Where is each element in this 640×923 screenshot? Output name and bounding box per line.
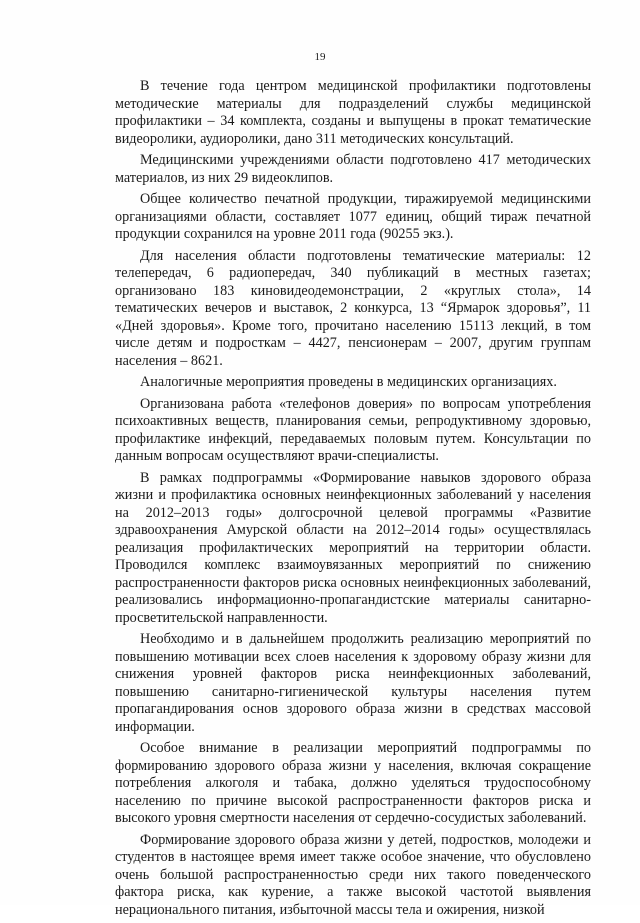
paragraph-youth-healthy-lifestyle: Формирование здорового образа жизни у детей, подростков, молодежи и студентов в настоящее время имеет также особое значение, что обусловлено очень большой распространенностью среди них такого поведенческого фактора риска, как курение, а также высокой частотой выявления нерационального питания, избыточной массы тела и ожирения, низкой (115, 831, 591, 918)
paragraph-special-attention: Особое внимание в реализации мероприятий подпрограммы по формированию здорового образа жизни у населения, включая сокращение потребления алкоголя и табака, должно уделяться трудоспособному населению по причине высокой распространенности факторов риска и высокого уровня смертности населения от сердечно-сосудистых заболеваний. (115, 740, 591, 826)
paragraph-printed-products: Общее количество печатной продукции, тиражируемой медицинскими организациями области, составляет 1077 единиц, общий тираж печатной продукции сохранился на уровне 2011 года (90255 экз.). (115, 191, 591, 242)
paragraph-medical-institutions: Медицинскими учреждениями области подготовлено 417 методических материалов, из них 29 видеоклипов. (115, 152, 591, 186)
paragraph-hotlines: Организована работа «телефонов доверия» по вопросам употребления психоактивных веществ, планирования семьи, репродуктивному здоровью, профилактике инфекций, передаваемых половым путем. Консультации по данным вопросам осуществляют врачи-специалисты. (115, 395, 591, 464)
paragraph-methodical-materials: В течение года центром медицинской профилактики подготовлены методические материалы для подразделений службы медицинской профилактики – 34 комплекта, созданы и выпущены в прокат тематические видеоролики, аудиоролики, дано 311 методических консультаций. (115, 78, 591, 147)
page-number: 19 (314, 51, 326, 63)
paragraph-continue-implementation: Необходимо и в дальнейшем продолжить реализацию мероприятий по повышению мотивации всех слоев населения к здоровому образу жизни для снижения уровней факторов риска неинфекционных заболеваний, повышению санитарно-гигиенической культуры населения путем пропагандирования основ здорового образа жизни в средствах массовой информации. (115, 631, 591, 735)
paragraph-thematic-materials: Для населения области подготовлены тематические материалы: 12 телепередач, 6 радиопередач, 340 публикаций в местных газетах; организовано 183 киновидеодемонстрации, 2 «круглых стола», 14 тематических вечеров и выставок, 2 конкурса, 13 “Ярмарок здоровья”, 11 «Дней здоровья». Кроме того, прочитано населению 15113 лекций, в том числе детям и подросткам – 4427, пенсионерам – 2007, другим группам населения – 8621. (115, 247, 591, 369)
document-body (115, 78, 591, 923)
paragraph-subprogram: В рамках подпрограммы «Формирование навыков здорового образа жизни и профилактика основных неинфекционных заболеваний у населения на 2012–2013 годы» долгосрочной целевой программы «Развитие здравоохранения Амурской области на 2012–2014 годы» осуществлялась реализация профилактических мероприятий на территории области. Проводился комплекс взаимоувязанных мероприятий по снижению распространенности факторов риска основных неинфекционных заболеваний, реализовались информационно-пропагандистские материалы санитарно-просветительской направленности. (115, 469, 591, 626)
paragraph-similar-events: Аналогичные мероприятия проведены в медицинских организациях. (140, 374, 557, 390)
